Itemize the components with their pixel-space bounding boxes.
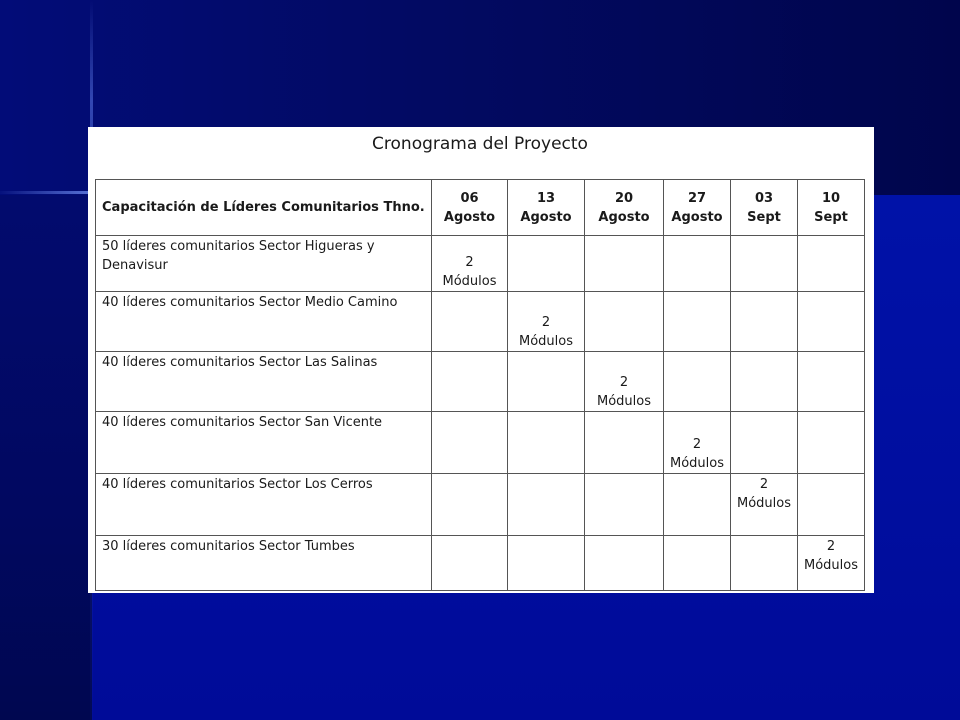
schedule-cell bbox=[798, 292, 865, 352]
schedule-cell bbox=[731, 536, 798, 591]
table-row bbox=[96, 236, 865, 292]
header-date: 27 Agosto bbox=[664, 180, 731, 236]
header-date: 03 Sept bbox=[731, 180, 798, 236]
schedule-cell: 2 Módulos bbox=[664, 412, 731, 474]
row-label: 40 líderes comunitarios Sector San Vicente bbox=[96, 412, 432, 474]
header-date: 20 Agosto bbox=[585, 180, 664, 236]
decorative-horizontal-line bbox=[0, 191, 92, 194]
schedule-cell: 2 Módulos bbox=[798, 536, 865, 591]
schedule-cell bbox=[798, 236, 865, 292]
schedule-cell: 2 Módulos bbox=[731, 474, 798, 536]
schedule-cell bbox=[585, 236, 664, 292]
schedule-cell bbox=[664, 292, 731, 352]
schedule-cell bbox=[508, 474, 585, 536]
schedule-cell bbox=[664, 352, 731, 412]
table-row bbox=[96, 474, 865, 536]
schedule-cell: 2 Módulos bbox=[508, 292, 585, 352]
schedule-cell bbox=[432, 352, 508, 412]
schedule-cell bbox=[508, 412, 585, 474]
schedule-cell bbox=[731, 352, 798, 412]
row-label: 30 líderes comunitarios Sector Tumbes bbox=[96, 536, 432, 591]
schedule-cell bbox=[585, 412, 664, 474]
schedule-cell bbox=[585, 474, 664, 536]
schedule-cell bbox=[432, 536, 508, 591]
table-row bbox=[96, 536, 865, 591]
schedule-cell bbox=[508, 536, 585, 591]
header-date: 10 Sept bbox=[798, 180, 865, 236]
schedule-cell bbox=[664, 536, 731, 591]
schedule-cell bbox=[664, 474, 731, 536]
row-label: 40 líderes comunitarios Sector Medio Camino bbox=[96, 292, 432, 352]
schedule-cell bbox=[664, 236, 731, 292]
row-label: 40 líderes comunitarios Sector Los Cerros bbox=[96, 474, 432, 536]
table-row bbox=[96, 412, 865, 474]
row-label: 40 líderes comunitarios Sector Las Salinas bbox=[96, 352, 432, 412]
header-activity: Capacitación de Líderes Comunitarios Thno. bbox=[96, 180, 432, 236]
schedule-cell bbox=[798, 352, 865, 412]
schedule-cell: 2 Módulos bbox=[432, 236, 508, 292]
schedule-cell bbox=[585, 292, 664, 352]
schedule-cell bbox=[432, 474, 508, 536]
header-date: 13 Agosto bbox=[508, 180, 585, 236]
schedule-cell: 2 Módulos bbox=[585, 352, 664, 412]
header-row bbox=[96, 180, 865, 236]
table-row bbox=[96, 352, 865, 412]
row-label: 50 líderes comunitarios Sector Higueras y Denavisur bbox=[96, 236, 432, 292]
schedule-table bbox=[95, 179, 865, 591]
schedule-cell bbox=[731, 292, 798, 352]
schedule-cell bbox=[585, 536, 664, 591]
schedule-cell bbox=[798, 412, 865, 474]
schedule-cell bbox=[798, 474, 865, 536]
schedule-cell bbox=[432, 412, 508, 474]
header-date: 06 Agosto bbox=[432, 180, 508, 236]
schedule-cell bbox=[731, 412, 798, 474]
slide-title: Cronograma del Proyecto bbox=[372, 134, 588, 154]
background-left bbox=[0, 195, 92, 720]
schedule-cell bbox=[508, 236, 585, 292]
schedule-cell bbox=[508, 352, 585, 412]
schedule-cell bbox=[432, 292, 508, 352]
schedule-cell bbox=[731, 236, 798, 292]
table-row bbox=[96, 292, 865, 352]
